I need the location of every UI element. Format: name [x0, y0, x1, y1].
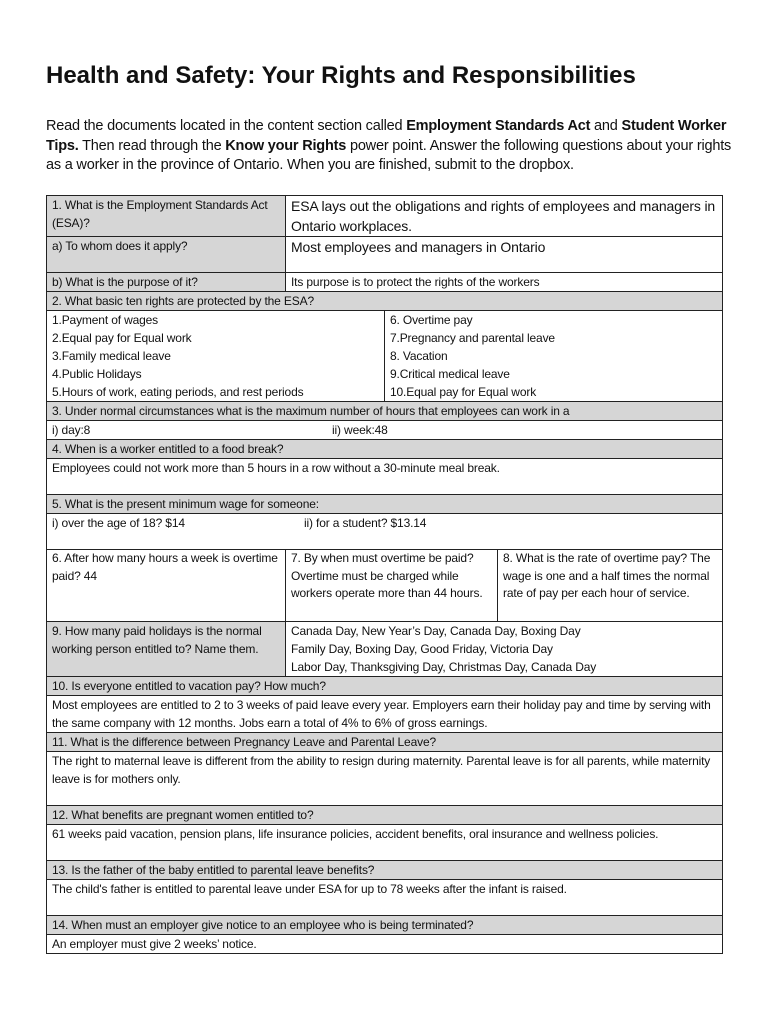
- table-row: [47, 806, 723, 825]
- table-row: [47, 752, 723, 806]
- list-item: 6. Overtime pay: [390, 313, 473, 327]
- intro-paragraph: [46, 117, 736, 176]
- questions-table: [46, 195, 723, 954]
- list-item: Family Day, Boxing Day, Good Friday, Victoria Day: [291, 642, 553, 656]
- intro-bold-know-rights: Know your Rights: [225, 137, 347, 154]
- table-row: [47, 825, 723, 861]
- q2-question: 2. What basic ten rights are protected by the ESA?: [47, 292, 723, 311]
- table-row: [47, 311, 723, 402]
- q3-week-answer: ii) week:48: [332, 423, 388, 437]
- intro-text-2: and: [590, 118, 622, 134]
- q14-question: 14. When must an employer give notice to an employee who is being terminated?: [47, 916, 723, 935]
- q11-question: 11. What is the difference between Pregnancy Leave and Parental Leave?: [47, 733, 723, 752]
- table-row: [47, 514, 723, 550]
- intro-bold-esa: Employment Standards Act: [406, 118, 591, 134]
- q4-answer[interactable]: Employees could not work more than 5 hours in a row without a 30-minute meal break.: [47, 459, 723, 495]
- q8-cell[interactable]: 8. What is the rate of overtime pay? The wage is one and a half times the normal rate of pay per each hour of service.: [498, 550, 723, 622]
- list-item: 7.Pregnancy and parental leave: [390, 331, 555, 345]
- intro-text-3: Then read through the: [78, 137, 226, 154]
- q1-question: 1. What is the Employment Standards Act (ESA)?: [47, 196, 286, 237]
- table-row: [47, 237, 723, 273]
- table-row: [47, 622, 723, 677]
- q12-answer[interactable]: 61 weeks paid vacation, pension plans, life insurance policies, accident benefits, oral insurance and wellness policies.: [47, 825, 723, 861]
- list-item: 2.Equal pay for Equal work: [52, 331, 192, 345]
- q14-answer[interactable]: An employer must give 2 weeks’ notice.: [47, 935, 723, 954]
- q5-student-answer: ii) for a student? $13.14: [304, 516, 427, 530]
- list-item: Labor Day, Thanksgiving Day, Christmas Day, Canada Day: [291, 660, 597, 674]
- list-item: 1.Payment of wages: [52, 313, 159, 327]
- q3-answer[interactable]: [47, 421, 723, 440]
- q3-day-answer: i) day:8: [52, 423, 91, 437]
- q1a-question: a) To whom does it apply?: [47, 237, 286, 273]
- list-item: 9.Critical medical leave: [390, 367, 510, 381]
- q1b-answer[interactable]: Its purpose is to protect the rights of the workers: [286, 273, 723, 292]
- table-row: [47, 880, 723, 916]
- q1-answer[interactable]: ESA lays out the obligations and rights of employees and managers in Ontario workplaces.: [286, 196, 723, 237]
- table-row: [47, 935, 723, 954]
- table-row: [47, 550, 723, 622]
- q9-question: 9. How many paid holidays is the normal working person entitled to? Name them.: [47, 622, 286, 677]
- q10-answer[interactable]: Most employees are entitled to 2 to 3 weeks of paid leave every year. Employers earn their holiday pay and time by serving with the same company with 12 months. Jobs earn a total of 4% to 6% of gross earnings.: [47, 696, 723, 733]
- q5-answer[interactable]: [47, 514, 723, 550]
- q10-question: 10. Is everyone entitled to vacation pay? How much?: [47, 677, 723, 696]
- page-title: Health and Safety: Your Rights and Responsibilities: [46, 62, 636, 89]
- table-row: [47, 861, 723, 880]
- intro-bold-student-tips: Student Worker Tips.: [46, 118, 727, 154]
- table-row: [47, 196, 723, 237]
- q12-question: 12. What benefits are pregnant women entitled to?: [47, 806, 723, 825]
- table-row: [47, 459, 723, 495]
- q3-question: 3. Under normal circumstances what is the maximum number of hours that employees can work in a: [47, 402, 723, 421]
- q7-cell[interactable]: 7. By when must overtime be paid? Overtime must be charged while workers operate more than 44 hours.: [286, 550, 498, 622]
- list-item: 10.Equal pay for Equal work: [390, 385, 537, 399]
- table-row: [47, 402, 723, 421]
- q1a-answer[interactable]: Most employees and managers in Ontario: [286, 237, 723, 273]
- table-row: [47, 696, 723, 733]
- intro-text-1: Read the documents located in the content section called: [46, 118, 407, 134]
- q6-cell[interactable]: 6. After how many hours a week is overtime paid? 44: [47, 550, 286, 622]
- list-item: 8. Vacation: [390, 349, 448, 363]
- table-row: [47, 292, 723, 311]
- list-item: 3.Family medical leave: [52, 349, 171, 363]
- list-item: Canada Day, New Year’s Day, Canada Day, Boxing Day: [291, 624, 581, 638]
- q13-answer[interactable]: The child's father is entitled to parental leave under ESA for up to 78 weeks after the infant is raised.: [47, 880, 723, 916]
- table-row: [47, 677, 723, 696]
- table-row: [47, 273, 723, 292]
- q2-rights-right[interactable]: [385, 311, 723, 402]
- q1b-question: b) What is the purpose of it?: [47, 273, 286, 292]
- q2-rights-left[interactable]: [47, 311, 385, 402]
- table-row: [47, 440, 723, 459]
- table-row: [47, 733, 723, 752]
- table-row: [47, 916, 723, 935]
- q11-answer[interactable]: The right to maternal leave is different from the ability to resign during maternity. Parental leave is for all parents, while maternity leave is for mothers only.: [47, 752, 723, 806]
- list-item: 5.Hours of work, eating periods, and rest periods: [52, 385, 304, 399]
- q9-answer[interactable]: [286, 622, 723, 677]
- q5-question: 5. What is the present minimum wage for someone:: [47, 495, 723, 514]
- q4-question: 4. When is a worker entitled to a food break?: [47, 440, 723, 459]
- table-row: [47, 495, 723, 514]
- intro-text-4: power point. Answer the following questions about your rights as a worker in the province of Ontario. When you are finished, submit to the dropbox.: [46, 137, 732, 173]
- q13-question: 13. Is the father of the baby entitled to parental leave benefits?: [47, 861, 723, 880]
- q5-over18-answer: i) over the age of 18? $14: [52, 516, 185, 530]
- table-row: [47, 421, 723, 440]
- list-item: 4.Public Holidays: [52, 367, 142, 381]
